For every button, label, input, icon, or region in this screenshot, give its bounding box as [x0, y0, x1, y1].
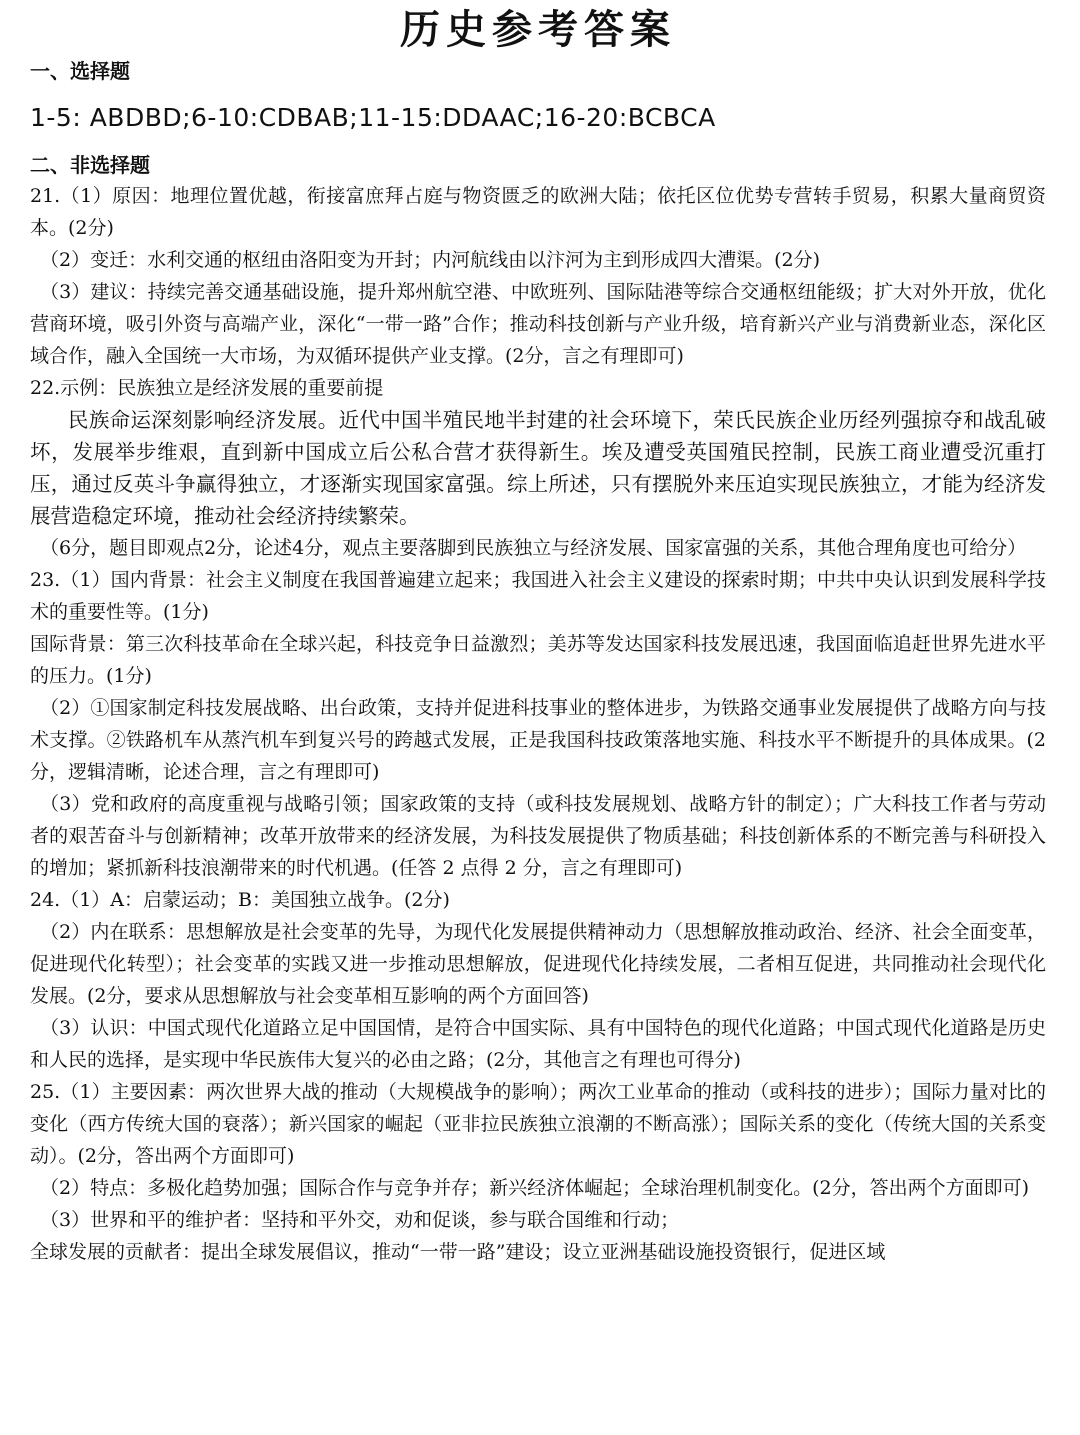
q25-part1: 25.（1）主要因素：两次世界大战的推动（大规模战争的影响）；两次工业革命的推动（或科技的进步）；国际力量对比的变化（西方传统大国的衰落）；新兴国家的崛起（亚非拉民族独立浪潮的不断高涨）；国际关系的变化（传统大国的关系变动）。(2分，答出两个方面即可) — [30, 1081, 1046, 1167]
q25-part2: （2）特点：多极化趋势加强；国际合作与竞争并存；新兴经济体崛起；全球治理机制变化。(2分，答出两个方面即可) — [40, 1177, 1030, 1199]
section-heading-choice: 一、选择题 — [30, 59, 130, 83]
q22-scoring-note: （6分，题目即观点2分，论述4分，观点主要落脚到民族独立与经济发展、国家富强的关系，其他合理角度也可给分） — [40, 537, 1027, 559]
choice-answers: 1-5: ABDBD;6-10:CDBAB;11-15:DDAAC;16-20:BCBCA — [30, 103, 716, 132]
page-title: 历史参考答案 — [400, 6, 676, 53]
section-heading-nonchoice: 二、非选择题 — [30, 153, 150, 177]
q24-part3: （3）认识：中国式现代化道路立足中国国情，是符合中国实际、具有中国特色的现代化道路；中国式现代化道路是历史和人民的选择，是实现中华民族伟大复兴的必由之路；(2分，其他言之有理也可得分) — [30, 1017, 1046, 1071]
q24-part1: 24.（1）A：启蒙运动；B：美国独立战争。(2分) — [30, 889, 450, 911]
q21-part2: （2）变迁：水利交通的枢纽由洛阳变为开封；内河航线由以汴河为主到形成四大漕渠。(2分) — [40, 249, 821, 271]
q21-part3: （3）建议：持续完善交通基础设施，提升郑州航空港、中欧班列、国际陆港等综合交通枢纽能级；扩大对外开放，优化营商环境，吸引外资与高端产业，深化“一带一路”合作；推动科技创新与产业升级，培育新兴产业与消费新业态，深化区域合作，融入全国统一大市场，为双循环提供产业支撑。(2分，言之有理即可) — [30, 281, 1046, 367]
q23-part1-international: 国际背景：第三次科技革命在全球兴起，科技竞争日益激烈；美苏等发达国家科技发展迅速，我国面临追赶世界先进水平的压力。(1分) — [30, 633, 1046, 687]
q21-part1: 21.（1）原因：地理位置优越，衔接富庶拜占庭与物资匮乏的欧洲大陆；依托区位优势专营转手贸易，积累大量商贸资本。(2分) — [30, 185, 1046, 239]
q22-essay: 民族命运深刻影响经济发展。近代中国半殖民地半封建的社会环境下，荣氏民族企业历经列强掠夺和战乱破坏，发展举步维艰，直到新中国成立后公私合营才获得新生。埃及遭受英国殖民控制，民族工商业遭受沉重打压，通过反英斗争赢得独立，才逐渐实现国家富强。综上所述，只有摆脱外来压迫实现民族独立，才能为经济发展营造稳定环境，推动社会经济持续繁荣。 — [30, 408, 1046, 528]
q24-part2: （2）内在联系：思想解放是社会变革的先导，为现代化发展提供精神动力（思想解放推动政治、经济、社会全面变革，促进现代化转型）；社会变革的实践又进一步推动思想解放，促进现代化持续发展，二者相互促进，共同推动社会现代化发展。(2分，要求从思想解放与社会变革相互影响的两个方面回答) — [30, 921, 1046, 1007]
q23-part3: （3）党和政府的高度重视与战略引领；国家政策的支持（或科技发展规划、战略方针的制定）；广大科技工作者与劳动者的艰苦奋斗与创新精神；改革开放带来的经济发展，为科技发展提供了物质基础；科技创新体系的不断完善与科研投入的增加；紧抓新科技浪潮带来的时代机遇。(任答 2 点得 2 分，言之有理即可) — [30, 793, 1046, 879]
q23-part2: （2）①国家制定科技发展战略、出台政策，支持并促进科技事业的整体进步，为铁路交通事业发展提供了战略方向与技术支撑。②铁路机车从蒸汽机车到复兴号的跨越式发展，正是我国科技政策落地实施、科技水平不断提升的具体成果。(2分，逻辑清晰，论述合理，言之有理即可) — [30, 697, 1046, 783]
q22-thesis: 22.示例：民族独立是经济发展的重要前提 — [30, 377, 384, 399]
q25-part3: （3）世界和平的维护者：坚持和平外交，劝和促谈，参与联合国维和行动； — [40, 1209, 680, 1231]
q25-part3-continued: 全球发展的贡献者：提出全球发展倡议，推动“一带一路”建设；设立亚洲基础设施投资银行，促进区域 — [30, 1241, 886, 1263]
q23-part1-domestic: 23.（1）国内背景：社会主义制度在我国普遍建立起来；我国进入社会主义建设的探索时期；中共中央认识到发展科学技术的重要性等。(1分) — [30, 569, 1046, 623]
